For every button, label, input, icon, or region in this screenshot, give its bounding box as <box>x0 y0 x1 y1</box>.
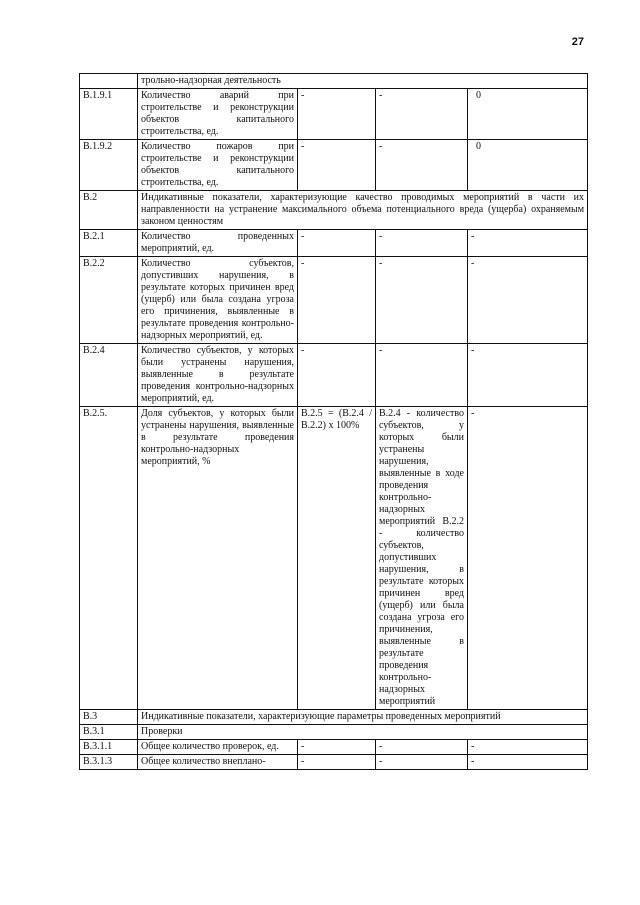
comment-cell: - <box>376 740 468 755</box>
row-code: В.2.1 <box>80 230 138 257</box>
formula-cell: - <box>298 230 376 257</box>
table-row <box>80 407 588 710</box>
formula-cell: - <box>298 344 376 407</box>
value-cell: - <box>468 407 588 710</box>
row-code: В.2.5. <box>80 407 138 710</box>
formula-cell: В.2.5 = (В.2.4 / В.2.2) х 100% <box>298 407 376 710</box>
row-code: В.1.9.1 <box>80 89 138 140</box>
indicators-table <box>79 73 588 770</box>
formula-cell: - <box>298 257 376 344</box>
value-cell: - <box>468 755 588 770</box>
formula-cell: - <box>298 740 376 755</box>
comment-cell: - <box>376 230 468 257</box>
section-row <box>80 191 588 230</box>
table-row <box>80 230 588 257</box>
section-row <box>80 74 588 89</box>
row-code: В.3.1.3 <box>80 755 138 770</box>
comment-cell: - <box>376 89 468 140</box>
comment-cell: - <box>376 257 468 344</box>
row-code: В.3.1 <box>80 725 138 740</box>
table-row <box>80 89 588 140</box>
formula-cell: - <box>298 755 376 770</box>
table-row <box>80 740 588 755</box>
section-title: Индикативные показатели, характеризующие параметры проведенных мероприятий <box>138 710 588 725</box>
value-cell: - <box>468 257 588 344</box>
formula-cell: - <box>298 140 376 191</box>
section-title: трольно-надзорная деятельность <box>138 74 588 89</box>
comment-cell: - <box>376 755 468 770</box>
indicator-name: Общее количество проверок, ед. <box>138 740 298 755</box>
indicators-table-body <box>80 74 588 770</box>
indicator-name: Количество субъектов, допустивших нарушения, в результате которых причинен вред (ущерб) или была создана угроза его причинения, выявленные в результате проведения контрольно-надзорных мероприятий, ед. <box>138 257 298 344</box>
row-code: В.3.1.1 <box>80 740 138 755</box>
indicator-name: Общее количество внеплано- <box>138 755 298 770</box>
table-row <box>80 344 588 407</box>
comment-cell: - <box>376 344 468 407</box>
row-code <box>80 74 138 89</box>
table-row <box>80 755 588 770</box>
section-title: Индикативные показатели, характеризующие качество проводимых мероприятий в части их направленности на устранение максимального объема потенциального вреда (ущерба) охраняемым законом ценностям <box>138 191 588 230</box>
indicator-name: Количество аварий при строительстве и реконструкции объектов капитального строительства, ед. <box>138 89 298 140</box>
value-cell: - <box>468 740 588 755</box>
comment-cell: В.2.4 - количество субъектов, у которых были устранены нарушения, выявленные в ходе проведения контрольно-надзорных мероприятий В.2.2 - количество субъектов, допустивших нарушения, в результате которых причинен вред (ущерб) или была создана угроза его причинения, выявленные в результате проведения контрольно-надзорных мероприятий <box>376 407 468 710</box>
value-cell: - <box>468 344 588 407</box>
section-row <box>80 725 588 740</box>
table-row <box>80 140 588 191</box>
row-code: В.2.2 <box>80 257 138 344</box>
table-row <box>80 257 588 344</box>
indicator-name: Количество пожаров при строительстве и реконструкции объектов капитального строительства, ед. <box>138 140 298 191</box>
indicator-name: Доля субъектов, у которых были устранены нарушения, выявленные в результате проведения контрольно-надзорных мероприятий, % <box>138 407 298 710</box>
indicator-name: Количество субъектов, у которых были устранены нарушения, выявленные в результате проведения контрольно-надзорных мероприятий, ед. <box>138 344 298 407</box>
section-row <box>80 710 588 725</box>
page-number: 27 <box>571 36 584 48</box>
formula-cell: - <box>298 89 376 140</box>
value-cell: - <box>468 230 588 257</box>
row-code: В.3 <box>80 710 138 725</box>
value-cell: 0 <box>468 140 588 191</box>
row-code: В.2.4 <box>80 344 138 407</box>
row-code: В.2 <box>80 191 138 230</box>
section-title: Проверки <box>138 725 588 740</box>
comment-cell: - <box>376 140 468 191</box>
indicator-name: Количество проведенных мероприятий, ед. <box>138 230 298 257</box>
value-cell: 0 <box>468 89 588 140</box>
row-code: В.1.9.2 <box>80 140 138 191</box>
